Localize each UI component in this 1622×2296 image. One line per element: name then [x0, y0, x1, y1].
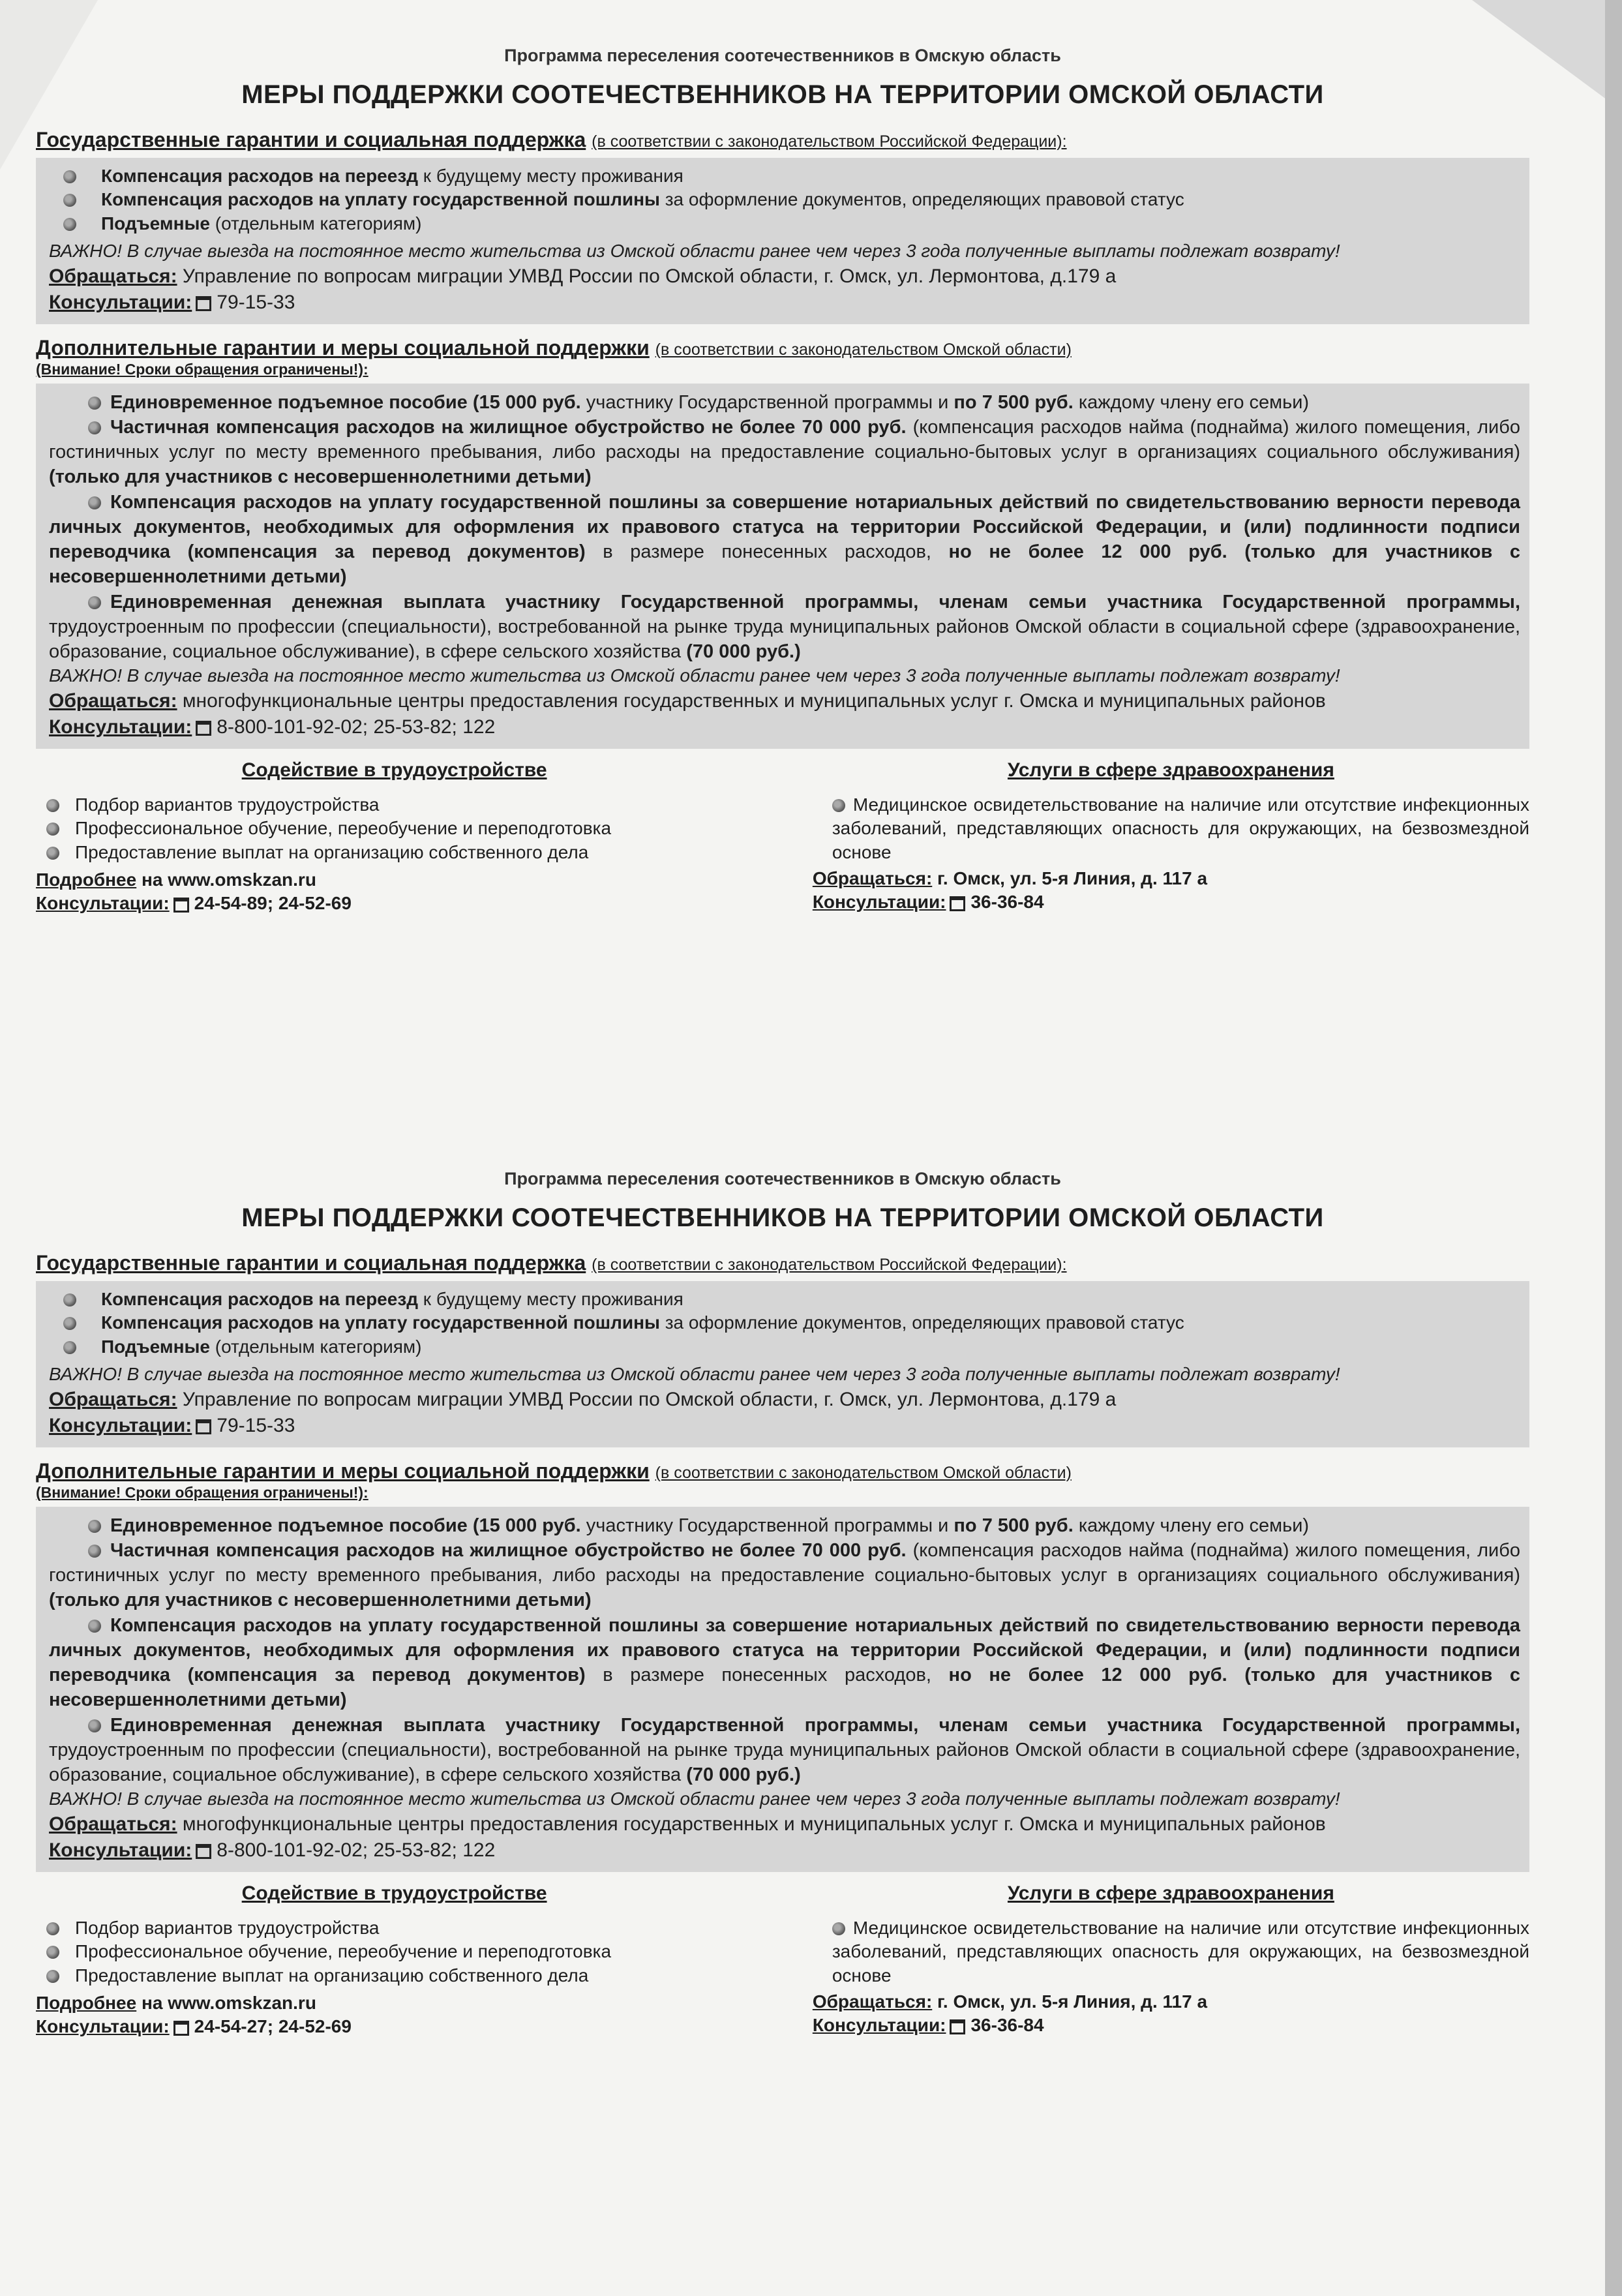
consult-phone: 8-800-101-92-02; 25-53-82; 122 — [217, 1839, 496, 1862]
bullet-icon — [46, 1946, 59, 1959]
consult-label: Консультации: — [812, 892, 946, 913]
item-bold: Компенсация расходов на уплату государственной пошлины за совершение нотариальных действий по свидетельствованию верности перевода личных документов, необходимых для оформления их правового статуса на территории Российской Федерации, и (или) подлинности подписи переводчика (компенсация за перевод документов) — [49, 491, 1520, 563]
regional-deadline-note: (Внимание! Сроки обращения ограничены!): — [36, 360, 368, 378]
health-contact — [813, 867, 1529, 890]
bullet-icon — [88, 1545, 101, 1558]
regional-item-notary — [49, 1613, 1520, 1713]
state-heading-text: Государственные гарантии и социальная поддержка — [36, 128, 586, 151]
bullet-icon — [88, 1719, 101, 1732]
health-title: Услуги в сфере здравоохранения — [1007, 759, 1334, 781]
employment-list — [36, 1916, 753, 1987]
item-bold: Компенсация расходов на уплату государственной пошлины — [101, 1312, 660, 1333]
item-bold: по 7 500 руб. — [954, 1515, 1074, 1536]
item-bold: Единовременная денежная выплата участнику Государственной программы, членам семьи участника Государственной программы, — [110, 591, 1520, 612]
contact-label: Обращаться: — [49, 689, 177, 712]
consult-phone: 79-15-33 — [217, 292, 295, 314]
list-item — [101, 1335, 1520, 1359]
consult-phone: 24-54-27; 24-52-69 — [194, 2016, 352, 2037]
employment-title: Содействие в трудоустройстве — [241, 759, 547, 781]
bullet-icon — [88, 596, 101, 609]
employment-title: Содействие в трудоустройстве — [241, 1882, 547, 1904]
leaflet-top — [36, 46, 1529, 916]
item-text: Подбор вариантов трудоустройства — [75, 794, 380, 815]
list-item — [101, 1288, 1520, 1311]
state-contact — [49, 264, 1520, 290]
more-label: Подробнее — [36, 869, 137, 890]
program-name: Программа переселения соотечественников в Омскую область — [504, 46, 1061, 65]
consult-label: Консультации: — [49, 1839, 192, 1862]
consult-phone: 79-15-33 — [217, 1415, 295, 1437]
state-guarantees-list — [49, 1288, 1520, 1359]
state-heading-note: (в соответствии с законодательством Российской Федерации): — [592, 132, 1067, 151]
services-columns — [36, 759, 1529, 916]
state-contact — [49, 1387, 1520, 1413]
item-bold: но не более 12 000 руб. (только для участников с несовершеннолетними детьми) — [49, 541, 1521, 588]
item-bold: (только для участников с несовершеннолетними детьми) — [49, 1590, 592, 1611]
employment-column — [36, 1882, 753, 2039]
phone-icon — [196, 1844, 211, 1859]
regional-deadline-note: (Внимание! Сроки обращения ограничены!): — [36, 1483, 368, 1501]
website-link[interactable]: на www.omskzan.ru — [136, 1993, 316, 2014]
regional-heading-note: (в соответствии с законодательством Омской области) — [655, 340, 1072, 359]
bullet-icon — [832, 1922, 845, 1935]
contact-text: многофункциональные центры предоставления государственных и муниципальных услуг г. Омска и муниципальных районов — [177, 689, 1326, 712]
regional-item-payment — [49, 590, 1520, 665]
state-warning: ВАЖНО! В случае выезда на постоянное место жительства из Омской области ранее чем через 3 года полученные выплаты подлежат возврату! — [49, 1364, 1340, 1385]
health-contact — [813, 1990, 1529, 2014]
regional-consult — [49, 1837, 1520, 1864]
health-title: Услуги в сфере здравоохранения — [1007, 1882, 1334, 1904]
consult-label: Консультации: — [812, 2015, 946, 2036]
state-guarantees-heading — [36, 1250, 1529, 1276]
page-edge-shadow — [1605, 0, 1622, 2296]
contact-text: многофункциональные центры предоставления государственных и муниципальных услуг г. Омска и муниципальных районов — [177, 1813, 1326, 1835]
contact-label: Обращаться: — [812, 1991, 933, 2012]
bullet-icon — [46, 1922, 59, 1935]
item-text: Предоставление выплат на организацию собственного дела — [75, 841, 589, 862]
regional-guarantees-band — [36, 1507, 1529, 1872]
consult-label: Консультации: — [49, 292, 192, 314]
item-text: трудоустроенным по профессии (специальности), востребованной на рынке труда муниципальных районов Омской области в социальной сфере (здравоохранение, образование, социальное обслуживание), в сфере сельского хозяйства — [49, 1739, 1520, 1786]
regional-guarantees-section — [36, 1458, 1529, 1872]
regional-guarantees-band — [36, 384, 1529, 749]
item-bold: по 7 500 руб. — [954, 391, 1074, 413]
bullet-icon — [63, 1317, 76, 1330]
employment-column — [36, 759, 753, 916]
bullet-icon — [88, 496, 101, 509]
health-description — [813, 1916, 1529, 1987]
item-text: Медицинское освидетельствование на наличие или отсутствие инфекционных заболеваний, представляющих опасность для окружающих, на безвозмездной основе — [832, 1917, 1529, 1986]
list-item — [101, 212, 1520, 235]
contact-label: Обращаться: — [49, 265, 177, 287]
item-bold: Единовременная денежная выплата участнику Государственной программы, членам семьи участника Государственной программы, — [110, 1714, 1520, 1736]
state-guarantees-section — [36, 1250, 1529, 1447]
list-item — [75, 1916, 753, 1940]
contact-label: Обращаться: — [49, 1813, 177, 1835]
item-text: к будущему месту проживания — [418, 1289, 683, 1309]
bullet-icon — [88, 1520, 101, 1533]
state-guarantees-section — [36, 127, 1529, 324]
item-text: (компенсация расходов найма (поднайма) жилого помещения, либо гостиничных услуг по месту временного пребывания, либо расходы на предоставление социально-бытовых услуг в организациях социального обслуживания) — [49, 1539, 1520, 1586]
consult-label: Консультации: — [36, 893, 170, 914]
regional-item-housing — [49, 415, 1520, 490]
health-consult — [813, 2014, 1529, 2037]
list-item — [75, 1940, 753, 1963]
consult-phone: 24-54-89; 24-52-69 — [194, 893, 352, 914]
regional-guarantees-heading — [36, 335, 1529, 361]
employment-more — [36, 868, 753, 892]
item-bold: Единовременное подъемное пособие (15 000 руб. — [110, 391, 581, 413]
health-consult — [813, 890, 1529, 914]
health-description — [813, 793, 1529, 864]
item-text: за оформление документов, определяющих правовой статус — [659, 1312, 1184, 1333]
employment-more — [36, 1991, 753, 2015]
list-item — [101, 188, 1520, 211]
item-bold: Подъемные — [101, 1336, 210, 1357]
state-guarantees-band — [36, 158, 1529, 324]
item-text: в размере понесенных расходов, — [585, 1665, 949, 1686]
bullet-icon — [63, 194, 76, 207]
phone-icon — [950, 896, 965, 911]
bullet-icon — [88, 421, 101, 434]
state-guarantees-band — [36, 1281, 1529, 1447]
regional-heading-note: (в соответствии с законодательством Омской области) — [655, 1463, 1072, 1482]
bullet-icon — [88, 397, 101, 410]
contact-label: Обращаться: — [49, 1388, 177, 1410]
item-bold: (70 000 руб.) — [686, 641, 801, 663]
item-bold: Единовременное подъемное пособие (15 000 руб. — [110, 1515, 581, 1536]
bullet-icon — [832, 799, 845, 812]
state-consult — [49, 290, 1520, 316]
item-bold: но не более 12 000 руб. (только для участников с несовершеннолетними детьми) — [49, 1665, 1521, 1711]
item-text: в размере понесенных расходов, — [585, 541, 949, 563]
bullet-icon — [63, 1293, 76, 1307]
contact-text: Управление по вопросам миграции УМВД России по Омской области, г. Омск, ул. Лермонтова, д.179 а — [177, 1388, 1117, 1410]
item-text: Профессиональное обучение, переобучение и переподготовка — [75, 1941, 612, 1962]
contact-text: г. Омск, ул. 5-я Линия, д. 117 а — [932, 1991, 1208, 2012]
item-text: (отдельным категориям) — [210, 1336, 422, 1357]
phone-icon — [173, 2021, 189, 2036]
consult-label: Консультации: — [36, 2016, 170, 2037]
consult-label: Консультации: — [49, 716, 192, 738]
regional-guarantees-heading — [36, 1458, 1529, 1484]
employment-list — [36, 793, 753, 864]
item-bold: Компенсация расходов на переезд — [101, 1289, 419, 1309]
phone-icon — [950, 2019, 965, 2034]
contact-text: Управление по вопросам миграции УМВД России по Омской области, г. Омск, ул. Лермонтова, д.179 а — [177, 265, 1117, 287]
item-bold: (70 000 руб.) — [686, 1764, 801, 1786]
phone-icon — [173, 898, 189, 913]
page-title: МЕРЫ ПОДДЕРЖКИ СООТЕЧЕСТВЕННИКОВ НА ТЕРРИТОРИИ ОМСКОЙ ОБЛАСТИ — [241, 80, 1324, 109]
program-name: Программа переселения соотечественников в Омскую область — [504, 1169, 1061, 1188]
list-item — [75, 793, 753, 817]
item-bold: Частичная компенсация расходов на жилищное обустройство не более 70 000 руб. — [110, 1539, 907, 1561]
state-consult — [49, 1413, 1520, 1440]
list-item — [101, 164, 1520, 188]
regional-contact — [49, 1811, 1520, 1838]
regional-item-notary — [49, 490, 1520, 590]
item-bold: Компенсация расходов на уплату государственной пошлины — [101, 189, 660, 210]
employment-consult — [36, 892, 753, 915]
item-text: (компенсация расходов найма (поднайма) жилого помещения, либо гостиничных услуг по месту временного пребывания, либо расходы на предоставление социально-бытовых услуг в организациях социального обслуживания) — [49, 416, 1520, 463]
item-text: к будущему месту проживания — [418, 166, 683, 186]
consult-label: Консультации: — [49, 1415, 192, 1437]
regional-warning: ВАЖНО! В случае выезда на постоянное место жительства из Омской области ранее чем через 3 года полученные выплаты подлежат возврату! — [49, 665, 1340, 686]
item-text: Подбор вариантов трудоустройства — [75, 1917, 380, 1938]
consult-phone: 36-36-84 — [970, 892, 1044, 913]
item-text: каждому члену его семьи) — [1073, 1515, 1310, 1536]
consult-phone: 36-36-84 — [970, 2015, 1044, 2036]
health-column — [813, 1882, 1529, 2039]
bullet-icon — [46, 823, 59, 836]
employment-consult — [36, 2015, 753, 2038]
contact-text: г. Омск, ул. 5-я Линия, д. 117 а — [932, 868, 1208, 889]
bullet-icon — [63, 170, 76, 183]
regional-heading-text: Дополнительные гарантии и меры социальной поддержки — [36, 335, 650, 359]
regional-guarantees-section — [36, 335, 1529, 749]
state-guarantees-heading — [36, 127, 1529, 153]
item-bold: Частичная компенсация расходов на жилищное обустройство не более 70 000 руб. — [110, 416, 907, 438]
phone-icon — [196, 1419, 211, 1434]
item-text: участнику Государственной программы и — [580, 1515, 954, 1536]
state-warning: ВАЖНО! В случае выезда на постоянное место жительства из Омской области ранее чем через 3 года полученные выплаты подлежат возврату! — [49, 241, 1340, 262]
regional-heading-text: Дополнительные гарантии и меры социальной поддержки — [36, 1458, 650, 1483]
item-text: Предоставление выплат на организацию собственного дела — [75, 1965, 589, 1986]
state-heading-text: Государственные гарантии и социальная поддержка — [36, 1251, 586, 1275]
bullet-icon — [46, 847, 59, 860]
item-text: Профессиональное обучение, переобучение и переподготовка — [75, 818, 612, 839]
item-bold: (только для участников с несовершеннолетними детьми) — [49, 466, 592, 488]
contact-label: Обращаться: — [812, 868, 933, 889]
regional-item-payment — [49, 1713, 1520, 1788]
item-text: за оформление документов, определяющих правовой статус — [659, 189, 1184, 210]
list-item — [75, 841, 753, 864]
regional-consult — [49, 714, 1520, 741]
leaflet-bottom — [36, 1169, 1529, 2039]
regional-contact — [49, 688, 1520, 715]
consult-phone: 8-800-101-92-02; 25-53-82; 122 — [217, 716, 496, 738]
regional-item-lifting-allowance — [49, 390, 1520, 415]
item-bold: Компенсация расходов на уплату государственной пошлины за совершение нотариальных действий по свидетельствованию верности перевода личных документов, необходимых для оформления их правового статуса на территории Российской Федерации, и (или) подлинности подписи переводчика (компенсация за перевод документов) — [49, 1614, 1520, 1686]
list-item — [75, 1964, 753, 1987]
item-text: (отдельным категориям) — [210, 213, 422, 234]
item-text: участнику Государственной программы и — [580, 391, 954, 413]
bullet-icon — [63, 1341, 76, 1354]
regional-item-housing — [49, 1538, 1520, 1613]
phone-icon — [196, 296, 211, 311]
item-bold: Компенсация расходов на переезд — [101, 166, 419, 186]
list-item — [101, 1311, 1520, 1335]
state-heading-note: (в соответствии с законодательством Российской Федерации): — [592, 1256, 1067, 1274]
health-column — [813, 759, 1529, 916]
list-item — [75, 817, 753, 840]
phone-icon — [196, 721, 211, 736]
more-label: Подробнее — [36, 1993, 137, 2014]
item-text: каждому члену его семьи) — [1073, 391, 1310, 413]
regional-item-lifting-allowance — [49, 1513, 1520, 1538]
website-link[interactable]: на www.omskzan.ru — [136, 869, 316, 890]
item-bold: Подъемные — [101, 213, 210, 234]
state-guarantees-list — [49, 164, 1520, 235]
bullet-icon — [63, 218, 76, 231]
bullet-icon — [46, 799, 59, 812]
services-columns — [36, 1882, 1529, 2039]
page-title: МЕРЫ ПОДДЕРЖКИ СООТЕЧЕСТВЕННИКОВ НА ТЕРРИТОРИИ ОМСКОЙ ОБЛАСТИ — [241, 1203, 1324, 1232]
regional-warning: ВАЖНО! В случае выезда на постоянное место жительства из Омской области ранее чем через 3 года полученные выплаты подлежат возврату! — [49, 1789, 1340, 1809]
item-text: Медицинское освидетельствование на наличие или отсутствие инфекционных заболеваний, представляющих опасность для окружающих, на безвозмездной основе — [832, 794, 1529, 862]
item-text: трудоустроенным по профессии (специальности), востребованной на рынке труда муниципальных районов Омской области в социальной сфере (здравоохранение, образование, социальное обслуживание), в сфере сельского хозяйства — [49, 616, 1520, 663]
bullet-icon — [46, 1970, 59, 1983]
bullet-icon — [88, 1620, 101, 1633]
